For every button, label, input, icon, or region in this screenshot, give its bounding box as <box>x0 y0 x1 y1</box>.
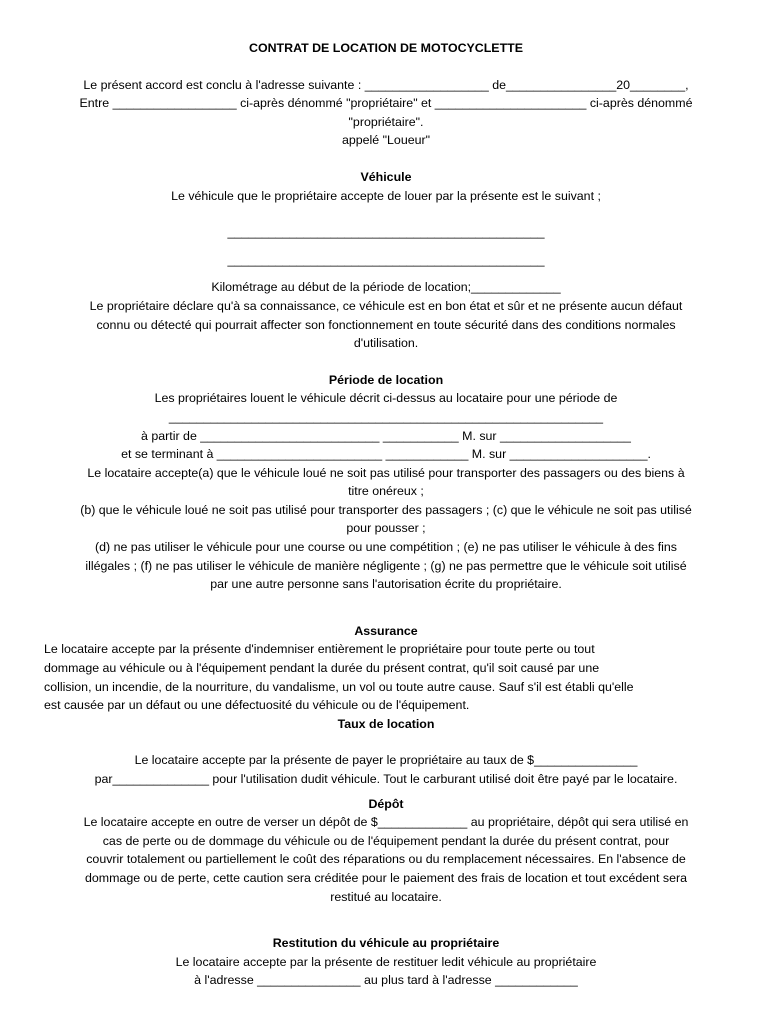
section-heading-taux: Taux de location <box>337 716 435 731</box>
periode-line: à partir de __________________________ ___________ M. sur ___________________ <box>141 428 631 443</box>
periode-line: pour pousser ; <box>346 521 426 536</box>
periode-line: et se terminant à ________________________ ____________ M. sur ____________________. <box>121 447 651 462</box>
intro-line: "propriétaire". <box>348 114 424 129</box>
vehicule-blank-line: ______________________________________________ <box>227 225 545 240</box>
depot-line: dommage ou de perte, cette caution sera créditée pour le paiement des frais de location et tout excédent sera <box>85 870 687 885</box>
intro-line: Entre __________________ ci-après dénommé "propriétaire" et ______________________ ci-après dénommé <box>79 96 693 111</box>
vehicule-line: Le propriétaire déclare qu'à sa connaissance, ce véhicule est en bon état et sûr et ne présente aucun défaut <box>89 298 683 313</box>
taux-line: par______________ pour l'utilisation dudit véhicule. Tout le carburant utilisé doit être payé par le locataire. <box>94 772 678 786</box>
depot-line: Le locataire accepte en outre de verser un dépôt de $_____________ au propriétaire, dépôt qui sera utilisé en <box>83 815 689 830</box>
restitution-line: Le locataire accepte par la présente de restituer ledit véhicule au propriétaire <box>175 954 597 969</box>
section-heading-restitution: Restitution du véhicule au propriétaire <box>272 936 500 951</box>
periode-line: _______________________________________________________________ <box>168 409 604 424</box>
periode-line: titre onéreux ; <box>348 484 424 499</box>
periode-line: Les propriétaires louent le véhicule décrit ci-dessus au locataire pour une période de <box>154 391 618 406</box>
vehicule-line: connu ou détecté qui pourrait affecter son fonctionnement en toute sécurité dans des conditions normales <box>96 317 676 332</box>
assurance-line: dommage au véhicule ou à l'équipement pendant la durée du présent contrat, qu'il soit causé par une <box>44 661 600 676</box>
assurance-line: Le locataire accepte par la présente d'indemniser entièrement le propriétaire pour toute perte ou tout <box>44 642 595 657</box>
depot-line: couvrir totalement ou partiellement le coût des réparations ou du remplacement nécessaires. En l'absence de <box>86 852 686 867</box>
kilometrage-line: Kilométrage au début de la période de location;_____________ <box>211 280 561 295</box>
section-heading-depot: Dépôt <box>368 796 404 811</box>
periode-line: (b) que le véhicule loué ne soit pas utilisé pour transporter des passagers ; (c) que le véhicule ne soit pas utilisé <box>80 502 692 517</box>
intro-line: Le présent accord est conclu à l'adresse suivante : __________________ de________________20________, <box>83 77 689 92</box>
depot-line: cas de perte ou de dommage du véhicule ou de l'équipement pendant la durée du présent contrat, pour <box>102 833 670 848</box>
periode-line: Le locataire accepte(a) que le véhicule loué ne soit pas utilisé pour transporter des passagers ou des biens à <box>87 465 685 480</box>
document-title: CONTRAT DE LOCATION DE MOTOCYCLETTE <box>249 41 523 55</box>
vehicule-blank-line: ______________________________________________ <box>227 252 545 267</box>
periode-line: par une autre personne sans l'autorisation écrite du propriétaire. <box>210 577 562 592</box>
vehicule-line: Le véhicule que le propriétaire accepte de louer par la présente est le suivant ; <box>171 188 601 203</box>
vehicule-line: d'utilisation. <box>353 336 419 351</box>
restitution-line: à l'adresse _______________ au plus tard à l'adresse ____________ <box>194 973 578 988</box>
depot-line: restitué au locataire. <box>330 889 442 904</box>
periode-line: illégales ; (f) ne pas utiliser le véhicule de manière négligente ; (g) ne pas permettre que le véhicule soit utilisé <box>85 558 687 573</box>
assurance-line: collision, un incendie, de la nourriture, du vandalisme, un vol ou toute autre cause. Sauf s'il est établi qu'elle <box>44 679 634 694</box>
periode-line: (d) ne pas utiliser le véhicule pour une course ou une compétition ; (e) ne pas utiliser le véhicule à des fins <box>95 540 677 555</box>
section-heading-vehicule: Véhicule <box>360 169 412 184</box>
section-heading-periode: Période de location <box>328 372 444 387</box>
intro-line: appelé "Loueur" <box>341 133 431 148</box>
taux-line: Le locataire accepte par la présente de payer le propriétaire au taux de $_______________ <box>134 753 638 768</box>
section-heading-assurance: Assurance <box>354 623 418 638</box>
assurance-line: est causée par un défaut ou une défectuosité du véhicule ou de l'équipement. <box>44 698 470 713</box>
